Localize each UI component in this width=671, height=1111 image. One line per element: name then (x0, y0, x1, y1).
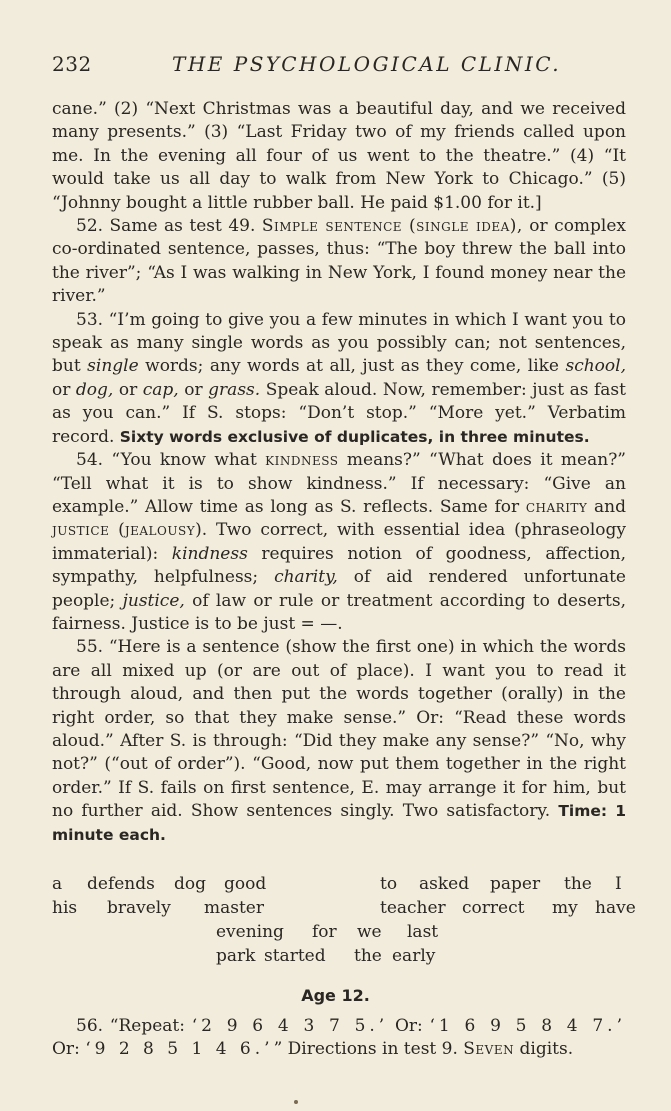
scrambled-word: his (52, 898, 78, 918)
scrambled-word: correct (462, 898, 525, 918)
scoring-standard-53: Sixty words exclusive of duplicates, in three minutes. (119, 427, 590, 446)
scrambled-word: last (407, 922, 439, 942)
page-number: 232 (52, 52, 92, 76)
scrambled-row (52, 944, 632, 968)
scrambled-word: park (216, 946, 256, 966)
paragraph-test-52: 52. Same as test 49. Simple sentence (single idea), or complex co-ordinated sentence, passes, thus: “The boy threw the ball into the river”; “As I was walking in New York, I found money near the river.” (52, 216, 627, 307)
running-title: THE PSYCHOLOGICAL CLINIC. (172, 52, 562, 76)
scrambled-word: dog (174, 874, 206, 894)
scrambled-word: teacher (380, 898, 446, 918)
body-text (52, 98, 626, 847)
scrambled-word: evening (216, 922, 284, 942)
ink-spot (294, 1100, 298, 1104)
scrambled-word: my (552, 898, 578, 918)
age-heading: Age 12. (301, 986, 370, 1005)
paragraph-test-53: 53. “I’m going to give you a few minutes in which I want you to speak as many single words as you possibly can; not sentences, but single words; any words at all, just as they come, like school, or dog, or cap, or grass. Speak aloud. Now, remember: just as fast as you can.” If S. stops: “Don’t stop.” “More yet.” Verbatim record. Sixty words exclusive of duplicates, in three minutes. (52, 309, 626, 447)
scrambled-word: good (224, 874, 267, 894)
scrambled-word: have (595, 898, 636, 918)
scrambled-row (52, 872, 632, 896)
scrambled-word: we (357, 922, 382, 942)
digit-series-2: ‘1 6 9 5 8 4 7.’ (429, 1016, 626, 1036)
digit-series-3: ‘9 2 8 5 1 4 6.’ (85, 1039, 274, 1060)
paragraph-test-56: 56. “Repeat: ‘2 9 6 4 3 7 5.’ Or: ‘1 6 9 5 8 4 7.’ Or: ‘9 2 8 5 1 4 6.’” Directions in test 9. Seven digits. (52, 1016, 626, 1060)
scrambled-word: a (52, 874, 63, 894)
time-limit-55: Time: 1 minute each. (52, 802, 626, 844)
running-header (52, 52, 620, 76)
scrambled-row (52, 920, 632, 944)
scrambled-word: asked (419, 874, 470, 894)
scrambled-word: the (564, 874, 592, 894)
paragraph-test-55: 55. “Here is a sentence (show the first one) in which the words are all mixed up (or are out of place). I want you to read it through aloud, and then put the words together (orally) in the right order, so that they make sense.” Or: “Read these words aloud.” After S. is through: “Did they make any sense?” “No, why not?” (“out of order”). “Good, now put them together in the right order.” If S. fails on first sentence, E. may arrange it for him, but no further aid. Show sentences singly. Two satisfactory. Time: 1 minute each. (52, 637, 626, 844)
scrambled-word: bravely (107, 898, 171, 918)
scrambled-row (52, 896, 636, 920)
scrambled-word: defends (87, 874, 155, 894)
scrambled-word: early (392, 946, 436, 966)
scrambled-word: master (204, 898, 264, 918)
scrambled-word: to (380, 874, 398, 894)
paragraph-test-54: 54. “You know what kindness means?” “What does it mean?” “Tell what it is to show kindness.” If necessary: “Give an example.” Allow time as long as S. reflects. Same for charity and justice (jealousy). Two correct, with essential idea (phraseology immaterial): kindness requires notion of goodness, affection, sympathy, helpfulness; charity, of aid rendered unfortunate people; justice, of law or rule or treatment according to deserts, fairness. Justice is to be just = —. (52, 450, 627, 634)
paragraph-continuation: cane.” (2) “Next Christmas was a beautiful day, and we received many presents.” (3) “Last Friday two of my friends called upon me. In the evening all four of us went to the theatre.” (4) “It would take us all day to walk from New York to Chicago.” (5) “Johnny bought a little rubber ball. He paid $1.00 for it.] (52, 99, 626, 213)
scrambled-word: paper (490, 874, 541, 894)
scrambled-word: I (615, 874, 622, 894)
scrambled-word: started (264, 946, 326, 966)
scrambled-word: for (312, 922, 337, 942)
scrambled-word: the (354, 946, 382, 966)
scrambled-sentences (52, 872, 636, 968)
digit-series-1: ‘2 9 6 4 3 7 5.’ (191, 1016, 389, 1036)
